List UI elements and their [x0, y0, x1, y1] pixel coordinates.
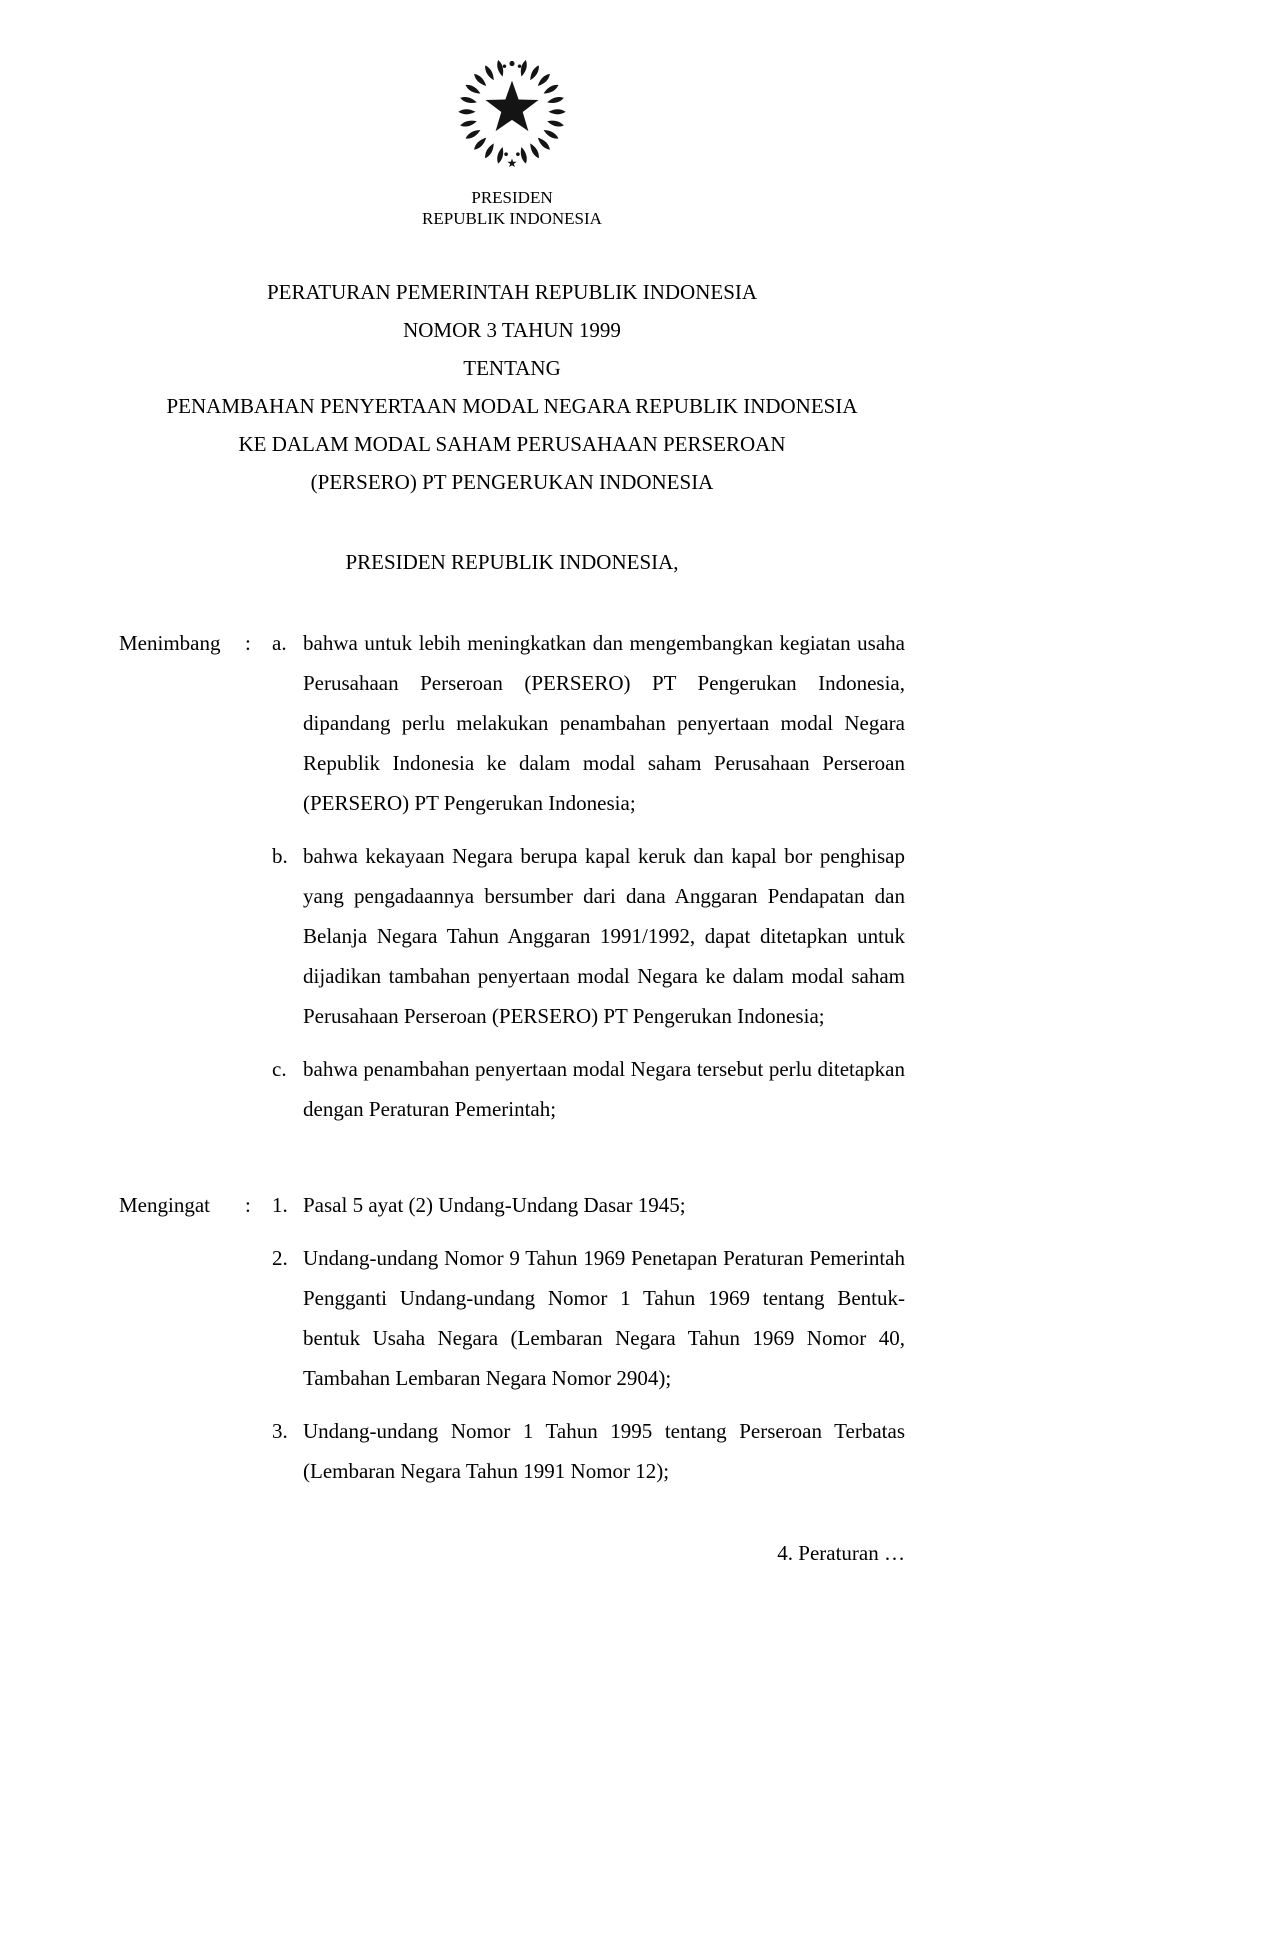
title-line-nomor: NOMOR 3 TAHUN 1999 [403, 318, 621, 342]
document-content [119, 0, 905, 1573]
catchword: 4. Peraturan … [777, 1541, 905, 1565]
item-marker: 2. [272, 1246, 288, 1270]
menimbang-item-b [119, 836, 905, 1036]
item-text: Pasal 5 ayat (2) Undang-Undang Dasar 1945; [303, 1193, 686, 1217]
mengingat-item-3 [119, 1411, 905, 1491]
spacer [119, 1049, 245, 1129]
item-text: Undang-undang Nomor 9 Tahun 1969 Penetapan Peraturan Pemerintah Pengganti Undang-undang Nomor 1 Tahun 1969 tentang Bentuk-bentuk Usaha Negara (Lembaran Negara Tahun 1969 Nomor 40, Tambahan Lembaran Negara Nomor 2904); [303, 1246, 905, 1390]
item-text: bahwa untuk lebih meningkatkan dan mengembangkan kegiatan usaha Perusahaan Perseroan (PERSERO) PT Pengerukan Indonesia, dipandang perlu melakukan penambahan penyertaan modal Negara Republik Indonesia ke dalam modal saham Perusahaan Perseroan (PERSERO) PT Pengerukan Indonesia; [303, 631, 905, 815]
title-line-subject-2: KE DALAM MODAL SAHAM PERUSAHAAN PERSEROAN [238, 432, 786, 456]
spacer [245, 836, 272, 1036]
item-marker: b. [272, 844, 288, 868]
menimbang-colon: : [245, 631, 251, 655]
title-line-subject-3: (PERSERO) PT PENGERUKAN INDONESIA [310, 470, 714, 494]
item-text: bahwa penambahan penyertaan modal Negara tersebut perlu ditetapkan dengan Peraturan Pemerintah; [303, 1057, 905, 1121]
regulation-title-block [119, 273, 905, 501]
spacer [245, 1411, 272, 1491]
title-line-peraturan: PERATURAN PEMERINTAH REPUBLIK INDONESIA [266, 280, 758, 304]
letterhead-line-presiden: PRESIDEN [471, 188, 553, 207]
item-text: Undang-undang Nomor 1 Tahun 1995 tentang Perseroan Terbatas (Lembaran Negara Tahun 1991 Nomor 12); [303, 1419, 905, 1483]
republic-indonesia-presidential-seal-icon [453, 52, 571, 178]
spacer [119, 1411, 245, 1491]
mengingat-item-2 [119, 1238, 905, 1398]
salutation: PRESIDEN REPUBLIK INDONESIA, [345, 550, 679, 574]
mengingat-section [119, 1185, 905, 1491]
title-line-subject-1: PENAMBAHAN PENYERTAAN MODAL NEGARA REPUBLIK INDONESIA [166, 394, 858, 418]
spacer [119, 836, 245, 1036]
menimbang-item-c [119, 1049, 905, 1129]
item-text: bahwa kekayaan Negara berupa kapal keruk dan kapal bor penghisap yang pengadaannya bersumber dari dana Anggaran Pendapatan dan Belanja Negara Tahun Anggaran 1991/1992, dapat ditetapkan untuk dijadikan tambahan penyertaan modal Negara ke dalam modal saham Perusahaan Perseroan (PERSERO) PT Pengerukan Indonesia; [303, 844, 905, 1028]
mengingat-label: Mengingat [119, 1193, 210, 1217]
menimbang-item-a [119, 623, 905, 823]
item-marker: a. [272, 631, 287, 655]
seal-container [119, 52, 905, 183]
mengingat-colon: : [245, 1193, 251, 1217]
menimbang-label: Menimbang [119, 631, 221, 655]
spacer [245, 1049, 272, 1129]
menimbang-section [119, 623, 905, 1129]
spacer [119, 1238, 245, 1398]
spacer [245, 1238, 272, 1398]
item-marker: 3. [272, 1419, 288, 1443]
title-line-tentang: TENTANG [463, 356, 561, 380]
letterhead-line-republik-indonesia: REPUBLIK INDONESIA [422, 209, 602, 228]
item-marker: 1. [272, 1193, 288, 1217]
item-marker: c. [272, 1057, 287, 1081]
letterhead [119, 187, 905, 229]
mengingat-item-1 [119, 1185, 905, 1225]
